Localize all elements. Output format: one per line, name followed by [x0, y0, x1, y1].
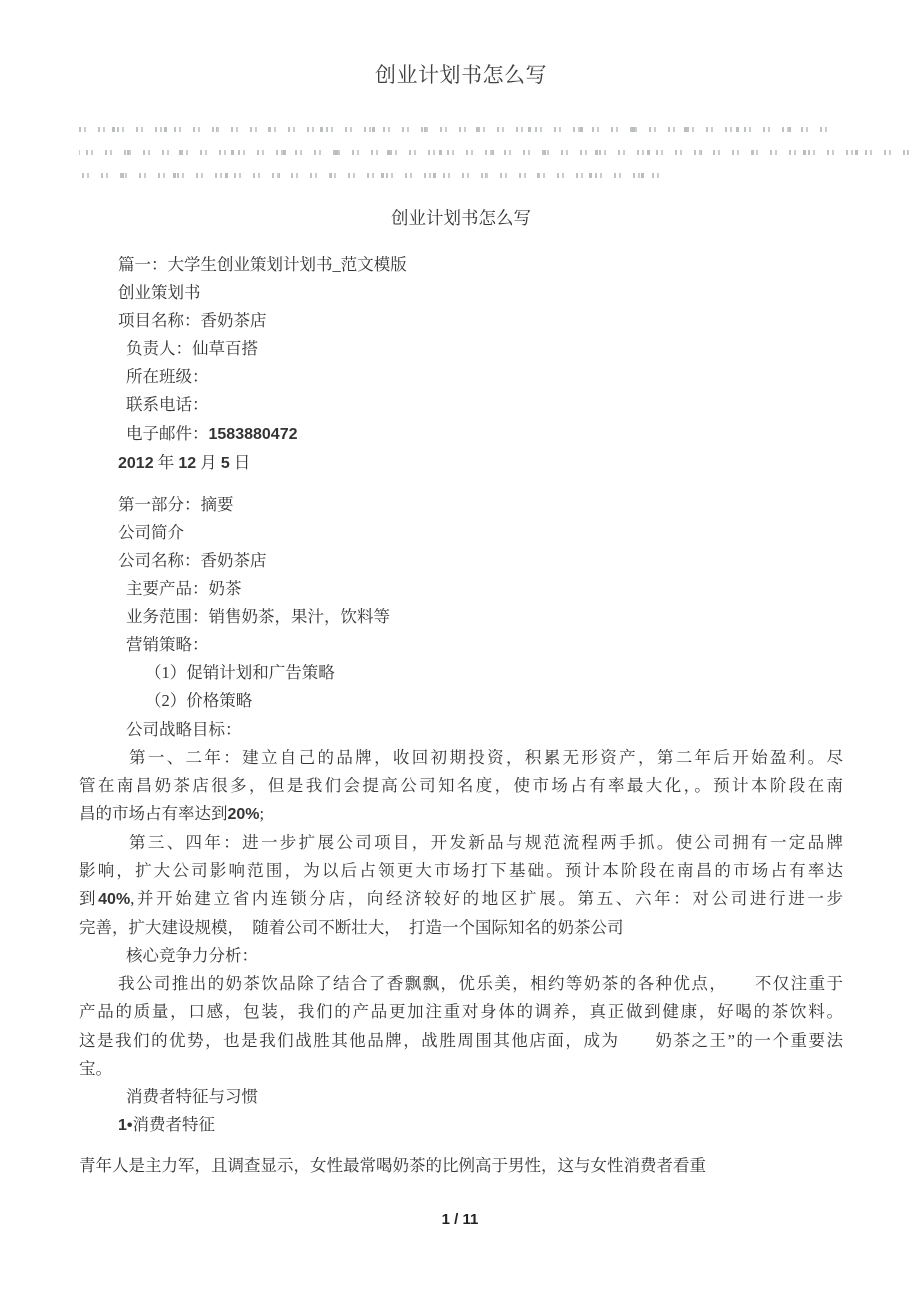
line-email [79, 420, 843, 449]
consumer-item-text: 消费者特征 [132, 1114, 215, 1134]
years12-line3-tail: ; [259, 803, 265, 823]
paragraph-years12-line3 [79, 800, 843, 829]
document-body [79, 251, 843, 1180]
years34-line3-tail: ,并开始建立省内连锁分店，向经济较好的地区扩展。第五、六年：对公司进行进一步 [130, 889, 844, 909]
line-consumer-header: 消费者特征与习惯 [126, 1086, 258, 1106]
line-plan-book: 创业策划书 [118, 283, 201, 303]
line-company-name: 公司名称：香奶茶店 [118, 550, 267, 570]
date-month-unit: 月 [196, 452, 221, 472]
line-goal-label: 公司战略目标： [126, 719, 242, 739]
line-marketing-item-1: （1）促销计划和广告策略 [145, 663, 335, 683]
paragraph-years34-line2: 影响，扩大公司影响范围，为以后占领更大市场打下基础。预计本阶段在南昌的市场占有率达 [79, 860, 843, 880]
line-main-product: 主要产品：奶茶 [126, 579, 242, 599]
line-phone: 联系电话： [126, 395, 209, 415]
email-label: 电子邮件： [126, 423, 209, 443]
paragraph-years34-line1: 第三、四年：进一步扩展公司项目，开发新品与规范流程两手抓。使公司拥有一定品牌 [129, 832, 843, 852]
paragraph-advantage-line4: 宝。 [79, 1058, 112, 1078]
line-marketing-item-2: （2）价格策略 [145, 691, 253, 711]
line-consumer-feature [79, 1111, 843, 1140]
paragraph-years12-line1: 第一、二年：建立自己的品牌，收回初期投资，积累无形资产，第二年后开始盈利。尽 [129, 747, 843, 767]
paragraph-advantage-line3: 这是我们的优势，也是我们战胜其他品牌，战胜周围其他店面，成为 奶茶之王”的一个重要法 [79, 1030, 843, 1050]
document-title: 创业计划书怎么写 [375, 63, 547, 87]
market-share-40: 40% [98, 891, 131, 909]
date-year-unit: 年 [153, 452, 179, 472]
paragraph-advantage-line2: 产品的质量，口感，包装，我们的产品更加注重对身体的调养，真正做到健康，好喝的茶饮料。 [79, 1002, 843, 1022]
page-number: 1 / 11 [441, 1211, 479, 1228]
paragraph-youth-line: 青年人是主力军，且调查显示，女性最常喝奶茶的比例高于男性，这与女性消费者看重 [79, 1155, 706, 1175]
faded-header-rows [79, 127, 843, 178]
faded-text-row [79, 173, 666, 178]
market-share-20: 20% [227, 805, 260, 823]
line-project-name: 项目名称：香奶茶店 [118, 311, 267, 331]
years34-line3-text: 到 [79, 889, 99, 909]
line-company-intro: 公司简介 [118, 522, 184, 542]
paragraph-years34-line3 [79, 885, 843, 914]
line-part1-heading: 第一部分：摘要 [118, 494, 234, 514]
line-pian-yi: 篇一：大学生创业策划计划书_范文模版 [118, 255, 407, 274]
date-month: 12 [178, 454, 197, 472]
years12-line3-text: 昌的市场占有率达到 [79, 803, 228, 823]
paragraph-years12-line2: 管在南昌奶茶店很多，但是我们会提高公司知名度，使市场占有率最大化，。预计本阶段在南 [79, 775, 843, 795]
line-class: 所在班级： [126, 367, 209, 387]
section-title: 创业计划书怎么写 [391, 208, 531, 228]
faded-text-row [79, 127, 839, 132]
paragraph-years34-line4: 完善，扩大建设规模， 随着公司不断壮大， 打造一个国际知名的奶茶公司 [79, 918, 624, 938]
line-marketing: 营销策略： [126, 635, 209, 655]
paragraph-advantage-line1: 我公司推出的奶茶饮品除了结合了香飘飘，优乐美，相约等奶茶的各种优点， 不仅注重于 [118, 974, 843, 994]
line-scope: 业务范围：销售奶茶，果汁，饮料等 [126, 607, 390, 627]
line-core-competence: 核心竞争力分析： [126, 946, 258, 966]
date-day-unit: 日 [229, 452, 251, 472]
date-day: 5 [220, 454, 230, 472]
consumer-item-number: 1• [118, 1116, 133, 1134]
date-year: 2012 [118, 454, 154, 472]
line-date [79, 449, 843, 478]
line-owner: 负责人：仙草百搭 [126, 339, 258, 359]
email-value: 1583880472 [208, 425, 298, 443]
faded-text-row [79, 150, 909, 155]
